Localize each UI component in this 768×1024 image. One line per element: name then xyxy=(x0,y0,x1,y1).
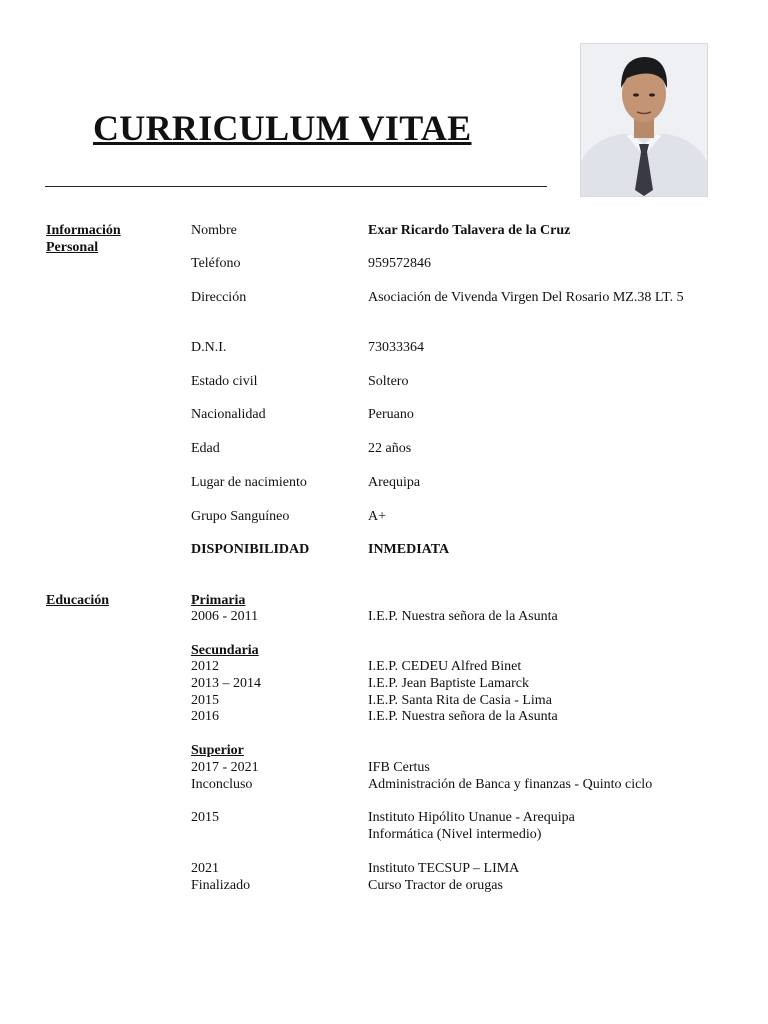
secundaria-period-4: 2016 xyxy=(191,709,219,724)
field-label-telefono: Teléfono xyxy=(191,256,241,271)
title-divider xyxy=(45,186,547,187)
cv-title: CURRICULUM VITAE xyxy=(93,108,472,148)
superior-institution-1: IFB Certus xyxy=(368,760,430,775)
field-value-nacionalidad: Peruano xyxy=(368,407,414,422)
primaria-period: 2006 - 2011 xyxy=(191,609,259,624)
superior-period-3: 2021 xyxy=(191,861,219,876)
primaria-school: I.E.P. Nuestra señora de la Asunta xyxy=(368,609,558,624)
section-label-personal: Información xyxy=(46,223,121,238)
superior-institution-2: Instituto Hipólito Unanue - Arequipa xyxy=(368,810,575,825)
field-value-edad: 22 años xyxy=(368,441,412,456)
field-value-nombre: Exar Ricardo Talavera de la Cruz xyxy=(368,223,571,238)
secundaria-school-1: I.E.P. CEDEU Alfred Binet xyxy=(368,659,522,674)
superior-program-2: Informática (Nivel intermedio) xyxy=(368,827,542,842)
field-label-nacionalidad: Nacionalidad xyxy=(191,407,266,422)
superior-program-3: Curso Tractor de orugas xyxy=(368,878,503,893)
field-value-dni: 73033364 xyxy=(368,340,424,355)
field-value-disponibilidad: INMEDIATA xyxy=(368,542,450,557)
profile-photo xyxy=(580,43,708,197)
field-value-telefono: 959572846 xyxy=(368,256,431,271)
superior-status-1: Inconcluso xyxy=(191,777,253,792)
superior-institution-3: Instituto TECSUP – LIMA xyxy=(368,861,520,876)
secundaria-school-3: I.E.P. Santa Rita de Casia - Lima xyxy=(368,693,552,708)
superior-status-3: Finalizado xyxy=(191,878,251,893)
field-label-estado-civil: Estado civil xyxy=(191,374,258,389)
secundaria-period-3: 2015 xyxy=(191,693,219,708)
field-label-direccion: Dirección xyxy=(191,290,247,305)
field-label-lugar-nacimiento: Lugar de nacimiento xyxy=(191,475,307,490)
field-value-lugar-nacimiento: Arequipa xyxy=(368,475,421,490)
secundaria-school-2: I.E.P. Jean Baptiste Lamarck xyxy=(368,676,529,691)
field-label-edad: Edad xyxy=(191,441,220,456)
secundaria-period-1: 2012 xyxy=(191,659,219,674)
field-value-estado-civil: Soltero xyxy=(368,374,409,389)
field-label-nombre: Nombre xyxy=(191,223,237,238)
superior-program-1: Administración de Banca y finanzas - Quinto ciclo xyxy=(368,777,653,792)
secundaria-school-4: I.E.P. Nuestra señora de la Asunta xyxy=(368,709,558,724)
superior-period-2: 2015 xyxy=(191,810,219,825)
field-value-direccion: Asociación de Vivenda Virgen Del Rosario MZ.38 LT. 5 xyxy=(368,290,684,305)
section-label-personal-2: Personal xyxy=(46,240,99,255)
secundaria-period-2: 2013 – 2014 xyxy=(191,676,261,691)
heading-primaria: Primaria xyxy=(191,593,246,608)
field-label-grupo-sanguineo: Grupo Sanguíneo xyxy=(191,509,290,524)
field-value-grupo-sanguineo: A+ xyxy=(368,509,387,524)
section-label-educacion: Educación xyxy=(46,593,110,608)
field-label-disponibilidad: DISPONIBILIDAD xyxy=(191,542,310,557)
superior-period-1: 2017 - 2021 xyxy=(191,760,259,775)
heading-superior: Superior xyxy=(191,743,244,758)
heading-secundaria: Secundaria xyxy=(191,643,259,658)
field-label-dni: D.N.I. xyxy=(191,340,227,355)
